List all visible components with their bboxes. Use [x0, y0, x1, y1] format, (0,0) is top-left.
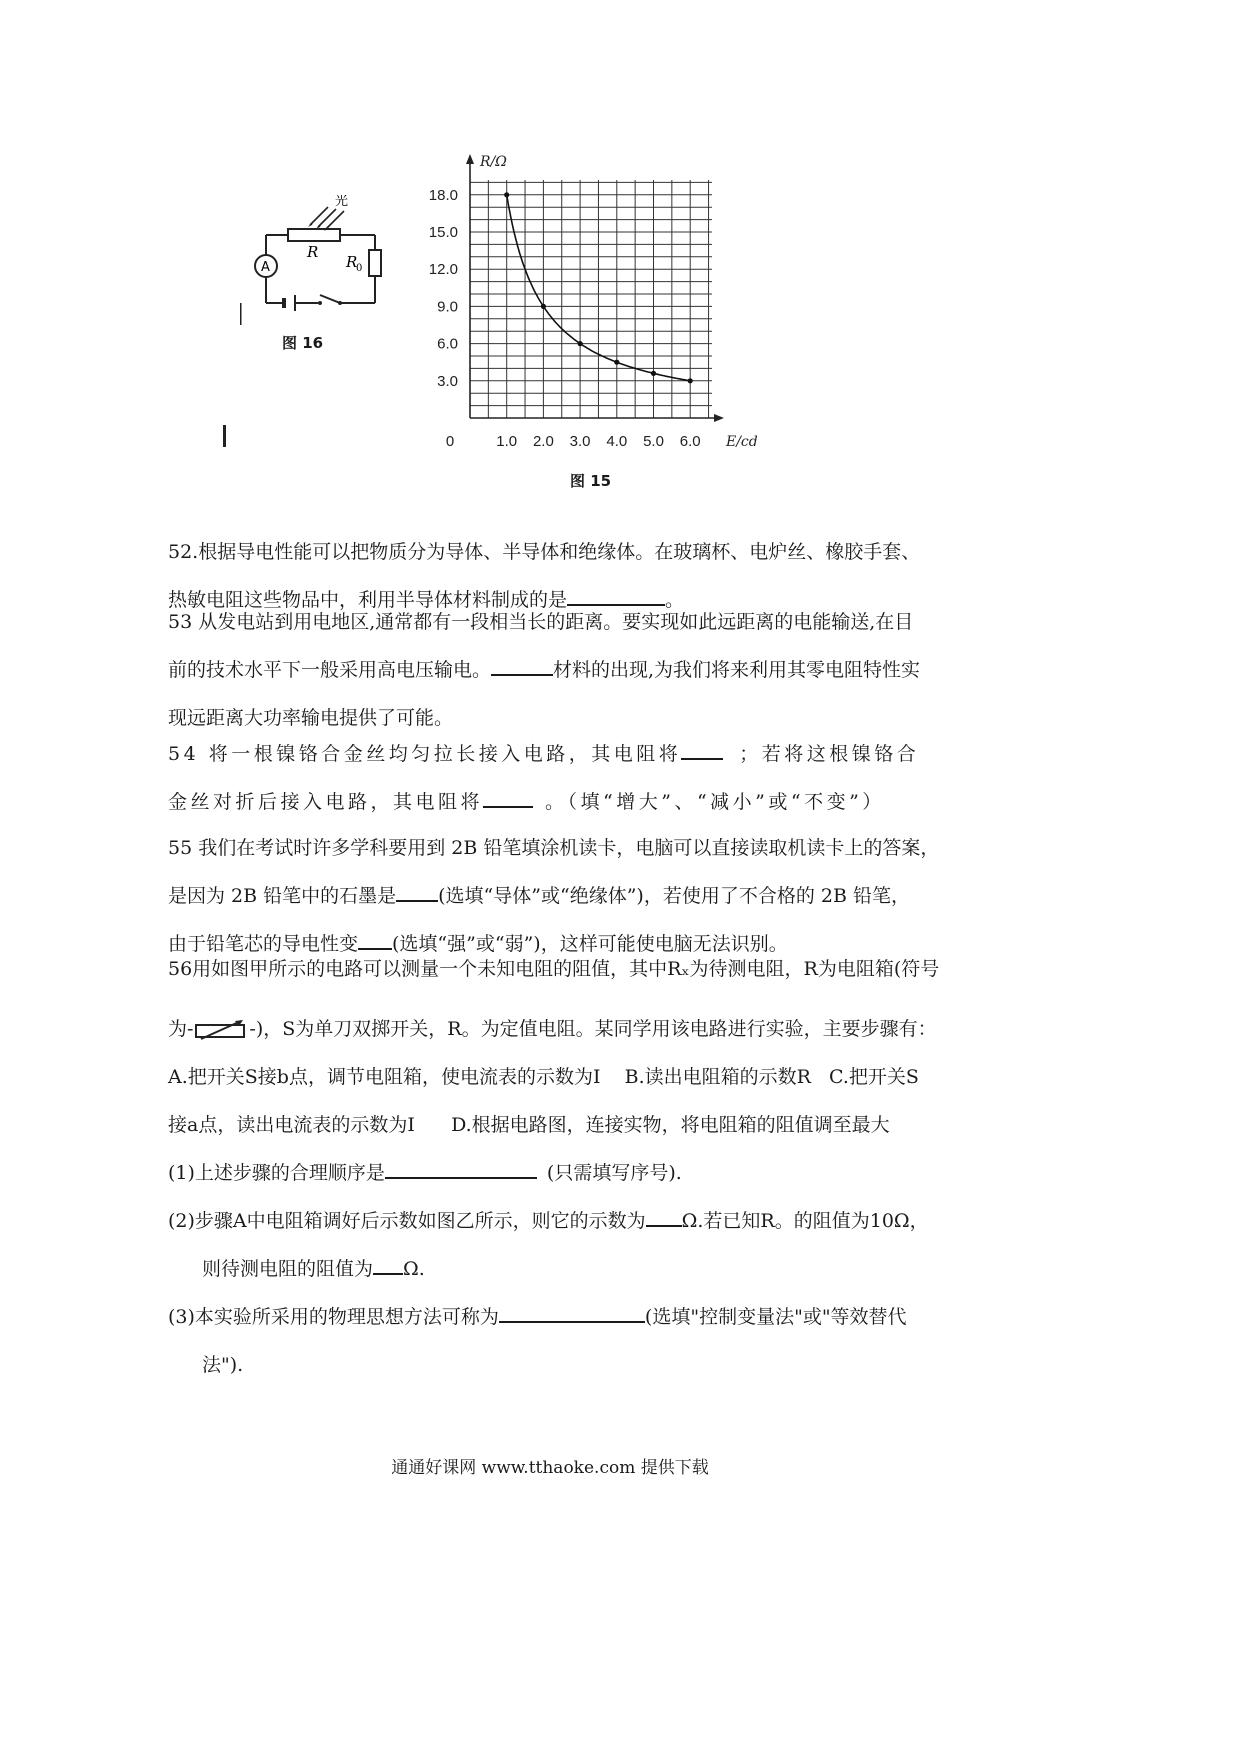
data-point [578, 341, 583, 346]
data-point [651, 371, 656, 376]
q53-line3: 现远距离大功率输电提供了可能。 [168, 707, 454, 729]
q55-line2 [168, 872, 939, 920]
q56-text-b: -)，S为单刀双掷开关，R。为定值电阻。某同学用该电路进行实验，主要步骤有： [249, 1018, 937, 1040]
y-tick-label: 9.0 [437, 298, 458, 316]
q55-text-b: (选填“导体”或“绝缘体”)，若使用了不合格的 2B 铅笔， [438, 885, 910, 907]
q55-answer-blank-1[interactable] [396, 878, 438, 902]
x-tick-label: 3.0 [569, 433, 591, 450]
x-tick-label: 5.0 [643, 433, 664, 450]
x-tick-label: 6.0 [679, 433, 701, 450]
q54-line2 [168, 778, 919, 826]
q55-text-d: (选填“强”或“弱”)，这样可能使电脑无法识别。 [392, 933, 788, 955]
q56-sub3-text-b: (选填"控制变量法"或"等效替代 [644, 1306, 907, 1328]
q54-answer-blank-1[interactable] [681, 736, 723, 760]
x-axis-arrow [714, 414, 724, 422]
q56-sub1-blank[interactable] [385, 1155, 537, 1179]
data-point [688, 378, 693, 383]
y-axis-label: R/Ω [480, 154, 507, 170]
figure-15-chart [420, 152, 760, 497]
data-point [504, 192, 509, 197]
q56-sub3 [168, 1293, 939, 1341]
x-tick-label: 4.0 [606, 433, 628, 450]
page-footer: 通通好课网 www.tthaoke.com 提供下载 [391, 1458, 709, 1478]
q56-sub2-text-b: Ω.若已知R。的阻值为10Ω， [681, 1210, 929, 1232]
q56 [168, 945, 939, 1389]
q53-line1: 53 从发电站到用电地区,通常都有一段相当长的距离。要实现如此远距离的电能输送,在目 [168, 611, 914, 633]
q56-sub2-blank-2[interactable] [373, 1251, 403, 1275]
y-axis-arrow [466, 154, 474, 164]
q55-text-a: 是因为 2B 铅笔中的石墨是 [168, 885, 397, 907]
figure-16-circuit [240, 195, 440, 360]
q53-text-a: 前的技术水平下一般采用高电压输电。 [168, 659, 492, 681]
figure-16-label: 图 16 [282, 334, 324, 352]
q56-sub2 [168, 1197, 939, 1245]
ammeter-label: A [261, 260, 270, 275]
q52-end: 。 [665, 589, 685, 611]
y-tick-label: 12.0 [428, 261, 458, 279]
resistor-r-label: R [307, 243, 319, 261]
q54-text-a: 54 将一根镍铬合金丝均匀拉长接入电路，其电阻将 [168, 743, 682, 765]
resistor-r0-label: R [346, 253, 358, 271]
q53-answer-blank[interactable] [491, 652, 553, 676]
q54-text-b: ；若将这根镍铬合 [739, 743, 920, 765]
q54-line1 [168, 730, 919, 778]
q56-sub2-end: Ω. [403, 1258, 425, 1280]
q56-sub2-text-c: 则待测电阻的阻值为 [202, 1258, 374, 1280]
stray-mark [223, 425, 226, 447]
q56-sub2-blank-1[interactable] [646, 1203, 682, 1227]
x-tick-label: 2.0 [532, 433, 554, 450]
data-point [614, 360, 619, 365]
light-label: 光 [335, 195, 349, 209]
q53 [168, 598, 920, 742]
origin-label: 0 [445, 433, 455, 450]
q56-line3: A.把开关S接b点，调节电阻箱，使电流表的示数为I B.读出电阻箱的示数R C.把开关S [168, 1066, 919, 1088]
data-point [541, 304, 546, 309]
y-tick-label: 6.0 [437, 335, 458, 353]
q54-text-d: 。（填“增大”、“减小”或“不变”） [545, 791, 885, 813]
q53-text-b: 材料的出现,为我们将来利用其零电阻特性实 [553, 659, 921, 681]
q53-line2 [168, 646, 920, 694]
q56-sub3-text: (3)本实验所采用的物理思想方法可称为 [168, 1306, 499, 1328]
q55-text-c: 由于铅笔芯的导电性变 [168, 933, 359, 955]
q56-text-a: 为- [168, 1018, 194, 1040]
q54 [168, 730, 919, 826]
x-axis-label: E/cd [726, 434, 758, 450]
x-tick-label: 1.0 [496, 433, 518, 450]
q54-text-c: 金丝对折后接入电路，其电阻将 [168, 791, 484, 813]
y-tick-label: 3.0 [437, 372, 458, 390]
figure-15-label: 图 15 [570, 472, 612, 490]
resistance-box-symbol-icon [193, 1019, 249, 1041]
y-tick-label: 15.0 [428, 224, 458, 241]
q56-sub2-text: (2)步骤A中电阻箱调好后示数如图乙所示，则它的示数为 [168, 1210, 646, 1232]
q56-line2 [168, 1005, 939, 1053]
q56-sub1-end: (只需填写序号). [546, 1162, 682, 1184]
q56-sub1-text: (1)上述步骤的合理顺序是 [168, 1162, 385, 1184]
resistor-r0-sub: 0 [356, 263, 363, 274]
q56-line4: 接a点，读出电流表的示数为I D.根据电路图，连接实物，将电阻箱的阻值调至最大 [168, 1114, 890, 1136]
q56-sub3-cont: 法"). [202, 1354, 244, 1376]
q55-line1: 55 我们在考试时许多学科要用到 2B 铅笔填涂机读卡，电脑可以直接读取机读卡上的答案， [168, 837, 940, 859]
q56-sub1 [168, 1149, 939, 1197]
q56-sub2-cont [168, 1245, 939, 1293]
q52-line1: 52.根据导电性能可以把物质分为导体、半导体和绝缘体。在玻璃杯、电炉丝、橡胶手套、 [168, 541, 921, 563]
y-tick-label: 18.0 [428, 186, 458, 204]
q56-sub3-blank[interactable] [499, 1299, 645, 1323]
q54-answer-blank-2[interactable] [483, 784, 533, 808]
q52-text: 热敏电阻这些物品中，利用半导体材料制成的是 [168, 589, 568, 611]
q56-line1: 56用如图甲所示的电路可以测量一个未知电阻的阻值，其中Rₓ为待测电阻，R为电阻箱(符号 [168, 958, 940, 980]
